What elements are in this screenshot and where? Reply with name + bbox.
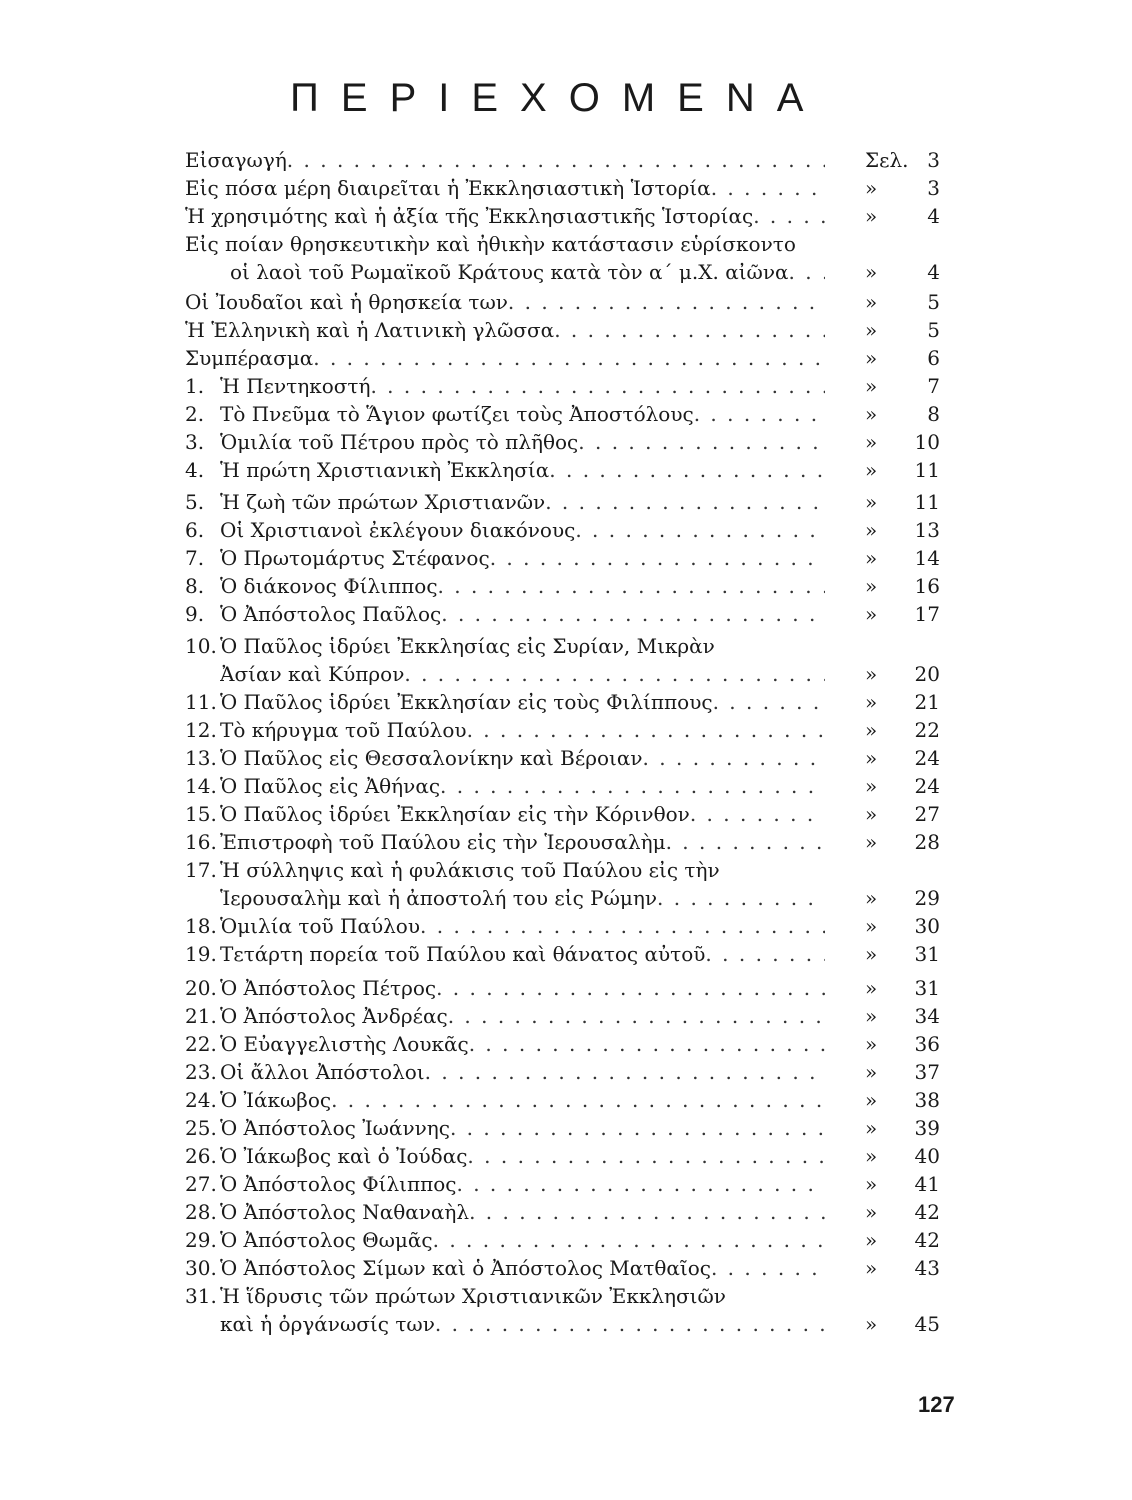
entry-title: Εἰς ποίαν θρησκευτικὴν καὶ ἠθικὴν κατάστασιν εὑρίσκοντο	[185, 232, 796, 256]
chapter-number: 25.	[185, 1116, 217, 1140]
entry-page-number: 3	[927, 148, 940, 172]
toc-entry	[185, 344, 950, 372]
page-marker: »	[865, 346, 878, 370]
dot-leader	[425, 1058, 825, 1086]
entry-title: Τὸ κήρυγμα τοῦ Παύλου	[220, 718, 467, 742]
page-marker: »	[865, 176, 878, 200]
page-marker: »	[865, 830, 878, 854]
chapter-number: 8.	[185, 574, 205, 598]
entry-title: Ὁ Παῦλος ἱδρύει Ἐκκλησίαν εἰς τὴν Κόρινθον	[220, 802, 690, 826]
dot-leader	[789, 258, 825, 286]
toc-entry	[185, 632, 950, 688]
toc-entry	[185, 1002, 950, 1030]
page-marker: »	[865, 574, 878, 598]
page-marker: »	[865, 1060, 878, 1084]
chapter-number: 11.	[185, 690, 217, 714]
toc-entry	[185, 744, 950, 772]
page-marker: »	[865, 1088, 878, 1112]
toc-entry	[185, 544, 950, 572]
toc-entry	[185, 372, 950, 400]
chapter-number: 10.	[185, 634, 217, 658]
page-marker: »	[865, 318, 878, 342]
chapter-number: 26.	[185, 1144, 217, 1168]
dot-leader	[331, 1086, 825, 1114]
page-marker: »	[865, 774, 878, 798]
dot-leader	[549, 456, 825, 484]
entry-page-number: 10	[914, 430, 940, 454]
toc-entry	[185, 316, 950, 344]
dot-leader	[433, 1226, 825, 1254]
page-marker: »	[865, 746, 878, 770]
entry-title: Ὁ Ἀπόστολος Ἰωάννης	[220, 1116, 450, 1140]
chapter-number: 27.	[185, 1172, 217, 1196]
page-marker: »	[865, 546, 878, 570]
dot-leader	[441, 600, 825, 628]
toc-entry	[185, 456, 950, 484]
entry-title: Ὁ Ἀπόστολος Παῦλος	[220, 602, 442, 626]
toc-entry	[185, 1114, 950, 1142]
page-marker: »	[865, 458, 878, 482]
entry-page-number: 43	[914, 1256, 940, 1280]
chapter-number: 3.	[185, 430, 205, 454]
entry-title: Ἡ πρώτη Χριστιανικὴ Ἐκκλησία	[220, 458, 550, 482]
dot-leader	[490, 544, 825, 572]
entry-title-continuation: Ἱερουσαλὴμ καὶ ἡ ἀποστολή του εἰς Ρώμην	[220, 886, 658, 910]
chapter-number: 12.	[185, 718, 217, 742]
toc-entry	[185, 1226, 950, 1254]
toc-entry	[185, 428, 950, 456]
chapter-number: 16.	[185, 830, 217, 854]
dot-leader	[690, 800, 825, 828]
entry-page-number: 7	[927, 374, 940, 398]
entry-title: Ὁ διάκονος Φίλιππος	[220, 574, 438, 598]
entry-title-continuation: Ἀσίαν καὶ Κύπρον	[220, 662, 405, 686]
entry-title-continuation: καὶ ἡ ὀργάνωσίς των	[220, 1312, 435, 1336]
dot-leader	[440, 772, 825, 800]
chapter-number: 7.	[185, 546, 205, 570]
dot-leader	[469, 1030, 825, 1058]
chapter-number: 15.	[185, 802, 217, 826]
dot-leader	[436, 974, 825, 1002]
page-marker: »	[865, 942, 878, 966]
entry-page-number: 29	[914, 886, 940, 910]
toc-entry	[185, 772, 950, 800]
entry-page-number: 27	[914, 802, 940, 826]
entry-page-number: 3	[927, 176, 940, 200]
entry-page-number: 16	[914, 574, 940, 598]
entry-page-number: 30	[914, 914, 940, 938]
entry-page-number: 14	[914, 546, 940, 570]
entry-title: Ὁ Παῦλος εἰς Θεσσαλονίκην καὶ Βέροιαν	[220, 746, 643, 770]
dot-leader	[313, 344, 825, 372]
toc-entry	[185, 146, 950, 174]
entry-page-number: 4	[927, 204, 940, 228]
dot-leader	[420, 912, 825, 940]
entry-page-number: 24	[914, 774, 940, 798]
entry-page-number: 36	[914, 1032, 940, 1056]
entry-title: Ὁ Ἀπόστολος Ναθαναὴλ	[220, 1200, 470, 1224]
toc-entry	[185, 400, 950, 428]
page-marker: »	[865, 260, 878, 284]
entry-title: Ἡ ζωὴ τῶν πρώτων Χριστιανῶν	[220, 490, 546, 514]
chapter-number: 20.	[185, 976, 217, 1000]
dot-leader	[666, 828, 825, 856]
entry-page-number: 11	[914, 490, 940, 514]
chapter-number: 14.	[185, 774, 217, 798]
entry-title: Συμπέρασμα	[185, 346, 314, 370]
toc-entry	[185, 516, 950, 544]
dot-leader	[508, 288, 825, 316]
chapter-number: 6.	[185, 518, 205, 542]
page-marker: »	[865, 1032, 878, 1056]
page-marker: »	[865, 1116, 878, 1140]
entry-title: Ἐπιστροφὴ τοῦ Παύλου εἰς τὴν Ἱερουσαλὴμ	[220, 830, 666, 854]
entry-title: Ὁ Παῦλος ἱδρύει Ἐκκλησίας εἰς Συρίαν, Μικρὰν	[220, 634, 715, 658]
entry-title: Ἡ χρησιμότης καὶ ἡ ἀξία τῆς Ἐκκλησιαστικῆς Ἱστορίας	[185, 204, 754, 228]
dot-leader	[467, 716, 825, 744]
toc-entry	[185, 1282, 950, 1338]
toc-entry	[185, 288, 950, 316]
entry-page-number: 4	[927, 260, 940, 284]
page-marker: »	[865, 204, 878, 228]
toc-entry	[185, 828, 950, 856]
page-number: 127	[918, 1392, 955, 1417]
page-marker: »	[865, 402, 878, 426]
dot-leader	[578, 428, 825, 456]
chapter-number: 30.	[185, 1256, 217, 1280]
toc-entry	[185, 1254, 950, 1282]
page-marker: »	[865, 914, 878, 938]
entry-page-number: 38	[914, 1088, 940, 1112]
page-marker: »	[865, 976, 878, 1000]
toc-entry	[185, 1030, 950, 1058]
chapter-number: 22.	[185, 1032, 217, 1056]
entry-page-number: 31	[914, 976, 940, 1000]
toc-entry	[185, 1058, 950, 1086]
entry-title-continuation: οἱ λαοὶ τοῦ Ρωμαϊκοῦ Κράτους κατὰ τὸν α΄ μ.Χ. αἰῶνα	[230, 260, 789, 284]
entry-title: Ὁ Ἀπόστολος Φίλιππος	[220, 1172, 457, 1196]
dot-leader	[554, 316, 825, 344]
toc-entry	[185, 202, 950, 230]
entry-page-number: 17	[914, 602, 940, 626]
dot-leader	[753, 202, 825, 230]
chapter-number: 28.	[185, 1200, 217, 1224]
entry-title: Ἡ σύλληψις καὶ ἡ φυλάκισις τοῦ Παύλου εἰς τὴν	[220, 858, 720, 882]
chapter-number: 18.	[185, 914, 217, 938]
toc-entry	[185, 716, 950, 744]
page-marker: »	[865, 718, 878, 742]
entry-title: Ὁ Ἀπόστολος Θωμᾶς	[220, 1228, 433, 1252]
page-marker: »	[865, 290, 878, 314]
page-marker: »	[865, 1172, 878, 1196]
entry-page-number: 22	[914, 718, 940, 742]
dot-leader	[467, 1142, 825, 1170]
entry-title: Οἱ Ἰουδαῖοι καὶ ἡ θρησκεία των	[185, 290, 508, 314]
entry-page-number: 5	[927, 318, 940, 342]
chapter-number: 1.	[185, 374, 205, 398]
chapter-number: 9.	[185, 602, 205, 626]
toc-entry	[185, 572, 950, 600]
toc-entry	[185, 1142, 950, 1170]
entry-page-number: 45	[914, 1312, 940, 1336]
toc-entry	[185, 912, 950, 940]
page-title: ΠΕΡΙΕΧΟΜΕΝΑ	[290, 76, 826, 120]
chapter-number: 5.	[185, 490, 205, 514]
dot-leader	[705, 940, 825, 968]
toc-entry	[185, 600, 950, 628]
entry-page-number: 39	[914, 1116, 940, 1140]
dot-leader	[711, 1254, 825, 1282]
toc-entry	[185, 940, 950, 968]
entry-title: Οἱ ἄλλοι Ἀπόστολοι	[220, 1060, 425, 1084]
dot-leader	[545, 488, 825, 516]
page-marker: »	[865, 1228, 878, 1252]
toc-entry	[185, 230, 950, 286]
toc-entry	[185, 800, 950, 828]
entry-title: Ὁ Ἰάκωβος	[220, 1088, 332, 1112]
toc-entry	[185, 488, 950, 516]
dot-leader	[435, 1310, 825, 1338]
entry-title: Ὁ Ἰάκωβος καὶ ὁ Ἰούδας	[220, 1144, 468, 1168]
dot-leader	[404, 660, 825, 688]
dot-leader	[287, 146, 825, 174]
dot-leader	[438, 572, 825, 600]
chapter-number: 2.	[185, 402, 205, 426]
entry-title: Ἡ Ἑλληνικὴ καὶ ἡ Λατινικὴ γλῶσσα	[185, 318, 555, 342]
dot-leader	[575, 516, 825, 544]
toc-entry	[185, 974, 950, 1002]
entry-title: Ὁ Πρωτομάρτυς Στέφανος	[220, 546, 490, 570]
page-marker: »	[865, 518, 878, 542]
dot-leader	[657, 884, 825, 912]
page-marker: »	[865, 1200, 878, 1224]
entry-page-number: 42	[914, 1200, 940, 1224]
page-marker: »	[865, 1256, 878, 1280]
chapter-number: 17.	[185, 858, 217, 882]
dot-leader	[450, 1114, 825, 1142]
page-marker: »	[865, 1144, 878, 1168]
dot-leader	[448, 1002, 825, 1030]
entry-page-number: 6	[927, 346, 940, 370]
page-marker: »	[865, 802, 878, 826]
chapter-number: 21.	[185, 1004, 217, 1028]
toc-entry	[185, 1086, 950, 1114]
entry-title: Τὸ Πνεῦμα τὸ Ἅγιον φωτίζει τοὺς Ἀποστόλους	[220, 402, 694, 426]
entry-page-number: 5	[927, 290, 940, 314]
entry-page-number: 42	[914, 1228, 940, 1252]
dot-leader	[713, 688, 825, 716]
entry-page-number: 28	[914, 830, 940, 854]
entry-title: Ἡ Πεντηκοστή	[220, 374, 371, 398]
entry-title: Ὁ Παῦλος ἱδρύει Ἐκκλησίαν εἰς τοὺς Φιλίππους	[220, 690, 713, 714]
chapter-number: 13.	[185, 746, 217, 770]
chapter-number: 29.	[185, 1228, 217, 1252]
entry-page-number: 31	[914, 942, 940, 966]
entry-page-number: 24	[914, 746, 940, 770]
chapter-number: 31.	[185, 1284, 217, 1308]
entry-title: Ὁ Εὐαγγελιστὴς Λουκᾶς	[220, 1032, 469, 1056]
entry-title: Ὁ Παῦλος εἰς Ἀθήνας	[220, 774, 441, 798]
page-marker: »	[865, 1004, 878, 1028]
entry-page-number: 21	[914, 690, 940, 714]
entry-page-number: 34	[914, 1004, 940, 1028]
entry-title: Εἰς πόσα μέρη διαιρεῖται ἡ Ἐκκλησιαστικὴ Ἱστορία	[185, 176, 711, 200]
toc-entry	[185, 688, 950, 716]
entry-title: Εἰσαγωγή	[185, 148, 287, 172]
entry-page-number: 11	[914, 458, 940, 482]
entry-title: Ἡ ἵδρυσις τῶν πρώτων Χριστιανικῶν Ἐκκλησιῶν	[220, 1284, 726, 1308]
entry-page-number: 20	[914, 662, 940, 686]
entry-page-number: 13	[914, 518, 940, 542]
entry-title: Οἱ Χριστιανοὶ ἐκλέγουν διακόνους	[220, 518, 576, 542]
entry-page-number: 40	[914, 1144, 940, 1168]
entry-page-number: 8	[927, 402, 940, 426]
entry-title: Τετάρτη πορεία τοῦ Παύλου καὶ θάνατος αὐτοῦ	[220, 942, 706, 966]
toc-entry	[185, 1198, 950, 1226]
entry-title: Ὁ Ἀπόστολος Σίμων καὶ ὁ Ἀπόστολος Ματθαῖος	[220, 1256, 711, 1280]
toc-entry	[185, 174, 950, 202]
entry-title: Ὁμιλία τοῦ Παύλου	[220, 914, 421, 938]
chapter-number: 24.	[185, 1088, 217, 1112]
page-marker: »	[865, 602, 878, 626]
entry-title: Ὁ Ἀπόστολος Πέτρος	[220, 976, 437, 1000]
page-marker: »	[865, 490, 878, 514]
entry-title: Ὁ Ἀπόστολος Ἀνδρέας	[220, 1004, 448, 1028]
page-marker: »	[865, 690, 878, 714]
entry-title: Ὁμιλία τοῦ Πέτρου πρὸς τὸ πλῆθος	[220, 430, 579, 454]
dot-leader	[643, 744, 825, 772]
page-marker: »	[865, 374, 878, 398]
dot-leader	[370, 372, 825, 400]
page-marker: »	[865, 430, 878, 454]
dot-leader	[711, 174, 825, 202]
entry-page-number: 41	[914, 1172, 940, 1196]
page-marker: Σελ.	[865, 148, 909, 172]
dot-leader	[694, 400, 825, 428]
chapter-number: 19.	[185, 942, 217, 966]
entry-page-number: 37	[914, 1060, 940, 1084]
page-marker: »	[865, 886, 878, 910]
page-marker: »	[865, 1312, 878, 1336]
toc-entry	[185, 1170, 950, 1198]
toc-entry	[185, 856, 950, 912]
dot-leader	[469, 1198, 825, 1226]
page-marker: »	[865, 662, 878, 686]
dot-leader	[457, 1170, 826, 1198]
chapter-number: 23.	[185, 1060, 217, 1084]
chapter-number: 4.	[185, 458, 205, 482]
